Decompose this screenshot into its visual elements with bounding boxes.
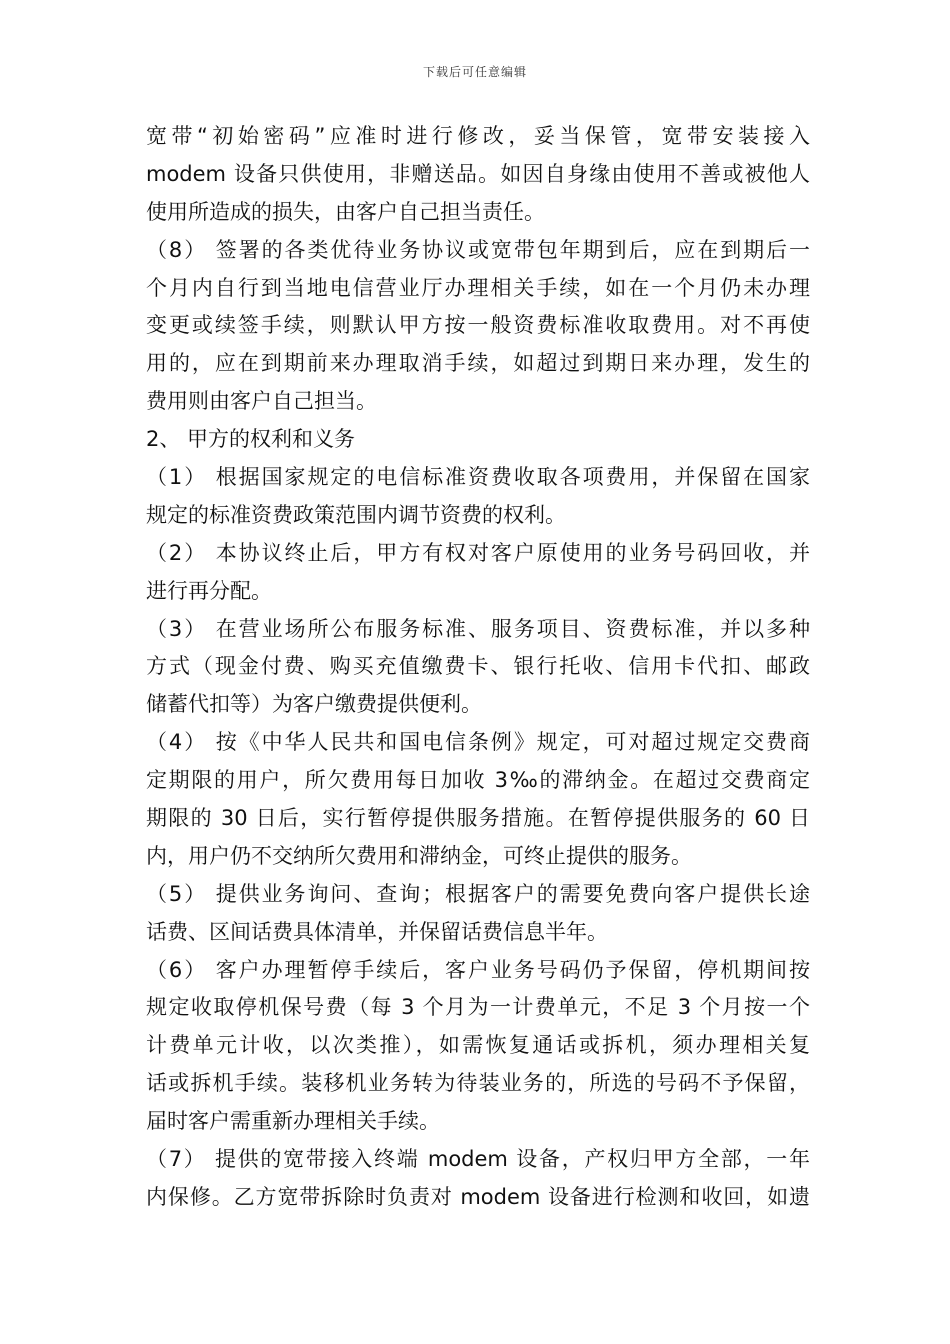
text-line: （8） 签署的各类优待业务协议或宽带包年期到后，应在到期后一	[146, 237, 810, 262]
text-line: 费用则由客户自己担当。	[146, 389, 377, 414]
text-line: （3） 在营业场所公布服务标准、服务项目、资费标准，并以多种	[146, 616, 810, 641]
text-line: （5） 提供业务询问、查询；根据客户的需要免费向客户提供长途	[146, 881, 810, 906]
text-line: 规定的标准资费政策范围内调节资费的权利。	[146, 502, 566, 527]
text-line: 个月内自行到当地电信营业厅办理相关手续，如在一个月仍未办理	[146, 275, 810, 300]
text-line: 宽带“初始密码”应准时进行修改，妥当保管，宽带安装接入	[146, 124, 810, 148]
text-line: 变更或续签手续，则默认甲方按一般资费标准收取费用。对不再使	[146, 313, 810, 338]
text-line: 使用所造成的损失，由客户自己担当责任。	[146, 199, 545, 224]
text-line: （4） 按《中华人民共和国电信条例》规定，可对超过规定交费商	[146, 730, 810, 755]
text-line: 话费、区间话费具体清单，并保留话费信息半年。	[146, 919, 608, 944]
text-line: （6） 客户办理暂停手续后，客户业务号码仍予保留，停机期间按	[146, 957, 810, 982]
document-body	[146, 118, 810, 1217]
text-line: 储蓄代扣等）为客户缴费提供便利。	[146, 692, 482, 717]
text-line: 进行再分配。	[146, 578, 272, 603]
text-line: 用的，应在到期前来办理取消手续，如超过到期日来办理，发生的	[146, 351, 810, 376]
text-line: 内保修。乙方宽带拆除时负责对 modem 设备进行检测和收回，如遗	[146, 1184, 810, 1209]
text-line: 2、 甲方的权利和义务	[146, 427, 356, 452]
text-line: 话或拆机手续。装移机业务转为待装业务的，所选的号码不予保留，	[146, 1071, 810, 1096]
text-line: 定期限的用户，所欠费用每日加收 3‰的滞纳金。在超过交费商定	[146, 768, 810, 793]
text-line: 届时客户需重新办理相关手续。	[146, 1109, 440, 1134]
text-line: （1） 根据国家规定的电信标准资费收取各项费用，并保留在国家	[146, 465, 810, 490]
text-line: （2） 本协议终止后，甲方有权对客户原使用的业务号码回收，并	[146, 540, 810, 565]
text-line: 内，用户仍不交纳所欠费用和滞纳金，可终止提供的服务。	[146, 843, 692, 868]
text-line: 计费单元计收，以次类推），如需恢复通话或拆机，须办理相关复	[146, 1033, 810, 1058]
text-line: 方式（现金付费、购买充值缴费卡、银行托收、信用卡代扣、邮政	[146, 654, 810, 679]
text-line: 期限的 30 日后，实行暂停提供服务措施。在暂停提供服务的 60 日	[146, 806, 810, 831]
text-line: 规定收取停机保号费（每 3 个月为一计费单元，不足 3 个月按一个	[146, 995, 810, 1020]
text-line: modem 设备只供使用，非赠送品。如因自身缘由使用不善或被他人	[146, 161, 810, 186]
page-header: 下载后可任意编辑	[422, 65, 527, 79]
text-line: （7） 提供的宽带接入终端 modem 设备，产权归甲方全部，一年	[146, 1147, 810, 1172]
